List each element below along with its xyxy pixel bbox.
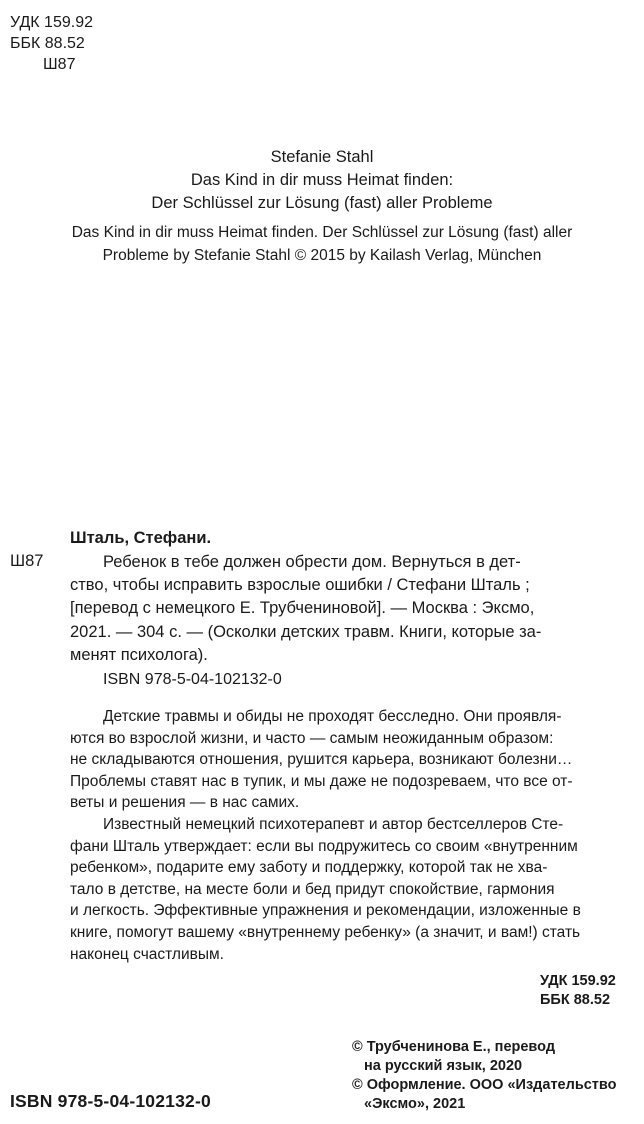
record-line: [перевод с немецкого Е. Трубчениновой]. — Москва : Эксмо,	[70, 599, 535, 618]
copyright-line: © Оформление. ООО «Издательство	[352, 1077, 617, 1093]
annotation-line: Детские травмы и обиды не проходят бесследно. Они проявля-	[103, 708, 562, 725]
annotation-line: Известный немецкий психотерапевт и автор бестселлеров Сте-	[103, 815, 564, 833]
annotation-line: ребенком», подарите ему заботу и поддержку, которой так не хва-	[70, 859, 548, 877]
annotation-line: и легкость. Эффективные упражнения и рекомендации, изложенные в	[70, 902, 581, 920]
original-title-line-2: Der Schlüssel zur Lösung (fast) aller Probleme	[151, 194, 493, 212]
original-copyright-block	[0, 221, 644, 267]
copyright-line: «Эксмо», 2021	[364, 1096, 466, 1112]
record-line: Ребенок в тебе должен обрести дом. Вернуться в дет-	[103, 553, 521, 571]
copyright-line: на русский язык, 2020	[364, 1058, 523, 1074]
record-author-mark: Ш87	[10, 552, 44, 570]
original-author: Stefanie Stahl	[270, 148, 374, 166]
top-bbk-code: ББК 88.52	[10, 35, 85, 52]
record-line: ство, чтобы исправить взрослые ошибки / Стефани Шталь ;	[70, 576, 530, 595]
annotation-line: ются во взрослой жизни, и часто — самым неожиданным образом:	[70, 729, 554, 747]
copyright-line: © Трубченинова Е., перевод	[352, 1039, 556, 1055]
original-title-block	[0, 146, 644, 215]
annotation-line: фани Шталь утверждает: если вы подружитесь со своим «внутренним	[70, 837, 578, 855]
top-classification-codes	[10, 12, 93, 75]
annotation-line: наконец счастливым.	[70, 945, 224, 963]
top-udk-code: УДК 159.92	[10, 14, 93, 31]
annotation-line: тало в детстве, на месте боли и бед придут спокойствие, гармония	[70, 880, 555, 898]
isbn-main: ISBN 978-5-04-102132-0	[10, 1091, 211, 1111]
record-line: 2021. — 304 с. — (Осколки детских травм. Книги, которые за-	[70, 622, 542, 641]
original-copyright-line-2: Probleme by Stefanie Stahl © 2015 by Kailash Verlag, München	[102, 247, 542, 264]
original-title-line-1: Das Kind in dir muss Heimat finden:	[190, 171, 454, 189]
copyright-notices	[352, 1038, 616, 1114]
record-description	[70, 551, 630, 667]
annotation-line: Проблемы ставят нас в тупик, и мы даже не подозреваем, что все от-	[70, 772, 573, 790]
record-line: менят психолога).	[70, 645, 208, 664]
bottom-udk-code: УДК 159.92	[540, 973, 616, 989]
record-isbn: ISBN 978-5-04-102132-0	[103, 671, 282, 688]
record-author-heading: Шталь, Стефани.	[70, 529, 212, 547]
original-copyright-line-1: Das Kind in dir muss Heimat finden. Der Schlüssel zur Lösung (fast) aller	[71, 224, 573, 241]
annotation-line: не складываются отношения, рушится карьера, возникают болезни…	[70, 751, 573, 769]
top-author-mark: Ш87	[43, 56, 76, 73]
annotation	[70, 706, 630, 965]
annotation-line: веты и решения — в нас самих.	[70, 794, 300, 812]
bottom-classification-codes	[540, 972, 616, 1010]
annotation-line: книге, помогут вашему «внутреннему ребенку» (а значит, и вам!) стать	[70, 923, 581, 941]
bottom-bbk-code: ББК 88.52	[540, 992, 611, 1008]
